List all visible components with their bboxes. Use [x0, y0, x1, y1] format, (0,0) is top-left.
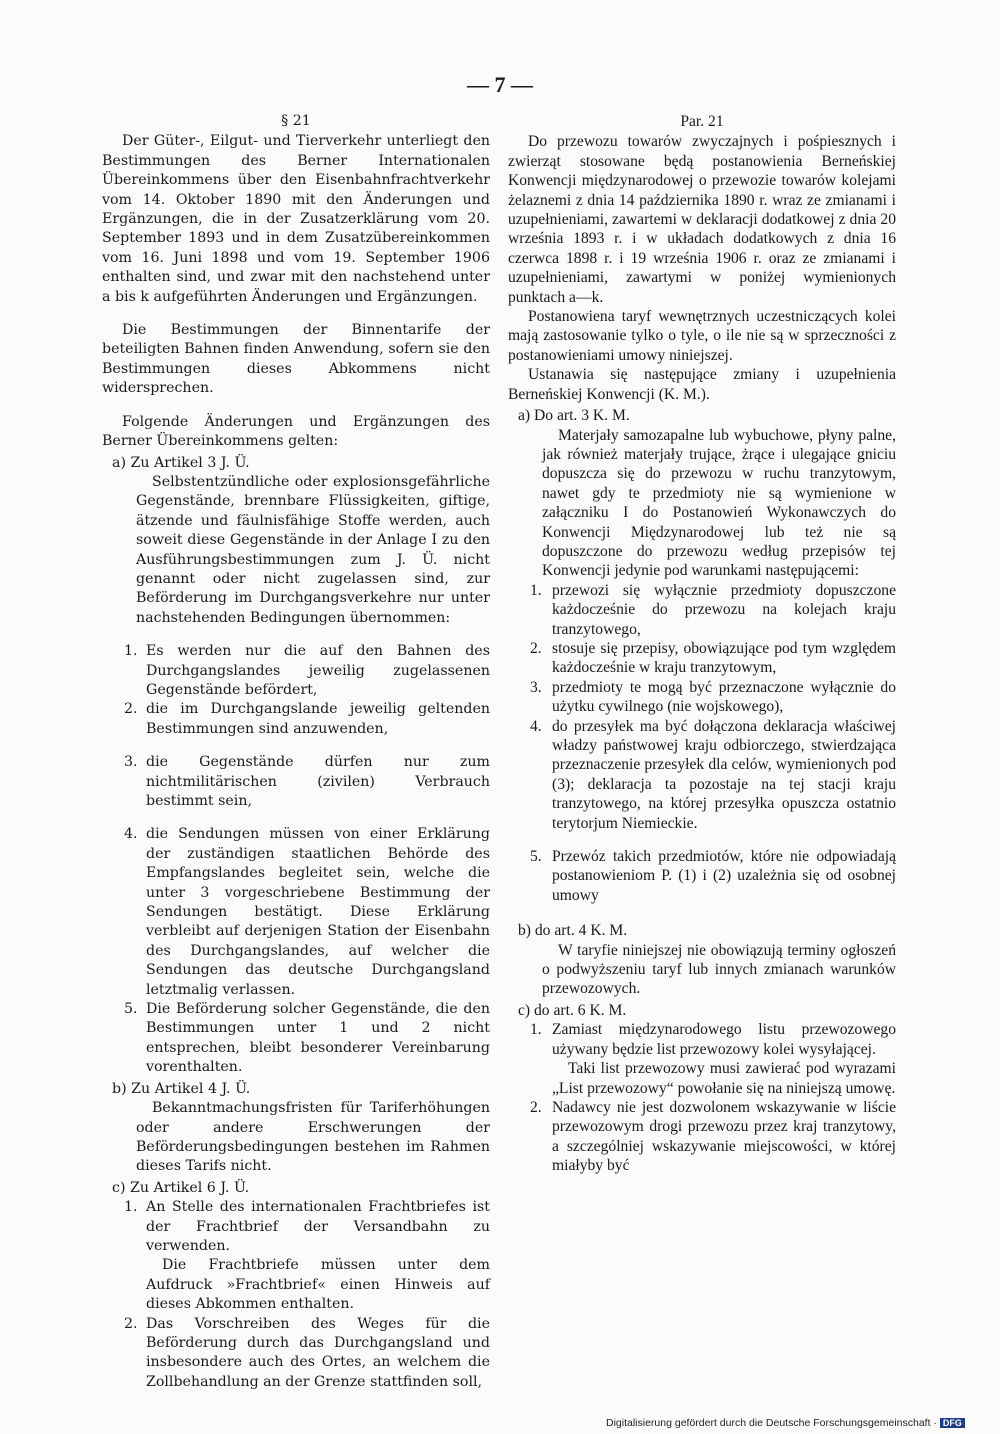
list-item: 4. do przesyłek ma być dołączona deklaracja właściwej władzy państwowej kraju odbiorczego, stwierdzająca przeznaczenie przesyłek dla celów, wymienionych pod (3); deklaracja ta pozostaje na tej stacji kraju tranzytowego, na której przesyłka opuszcza ostatnio terytorjum Niemieckie.: [530, 717, 896, 832]
list-item: 1. przewozi się wyłącznie przedmioty dopuszczone każdocześnie do przewozu na kolejach kraju tranzytowego,: [530, 581, 896, 638]
section-heading: § 21: [281, 113, 311, 129]
list-item: 1. Es werden nur die auf den Bahnen des Durchgangslandes jeweilig zugelassenen Gegenstände befördert,: [124, 643, 490, 698]
subsection-heading: b) do art. 4 K. M.: [518, 922, 628, 940]
paragraph: Folgende Änderungen und Ergänzungen des Berner Übereinkommens gelten:: [102, 413, 490, 450]
list-item: 5. Przewóz takich przedmiotów, które nie odpowiadają postanowieniom P. (1) i (2) uzależnia się od osobnej umowy: [530, 848, 896, 904]
list-item: 4. die Sendungen müssen von einer Erklärung der zuständigen staatlichen Behörde des Empfangslandes begleitet sein, welche die unter 3 vorgeschriebene Bestimmung der Sendungen bestätigt. Diese Erklärung verbleibt auf derjenigen Station der Eisenbahn des Durchgangslandes, auf welcher die Sendungen das deutsche Durchgangsland letztmalig verlassen.: [124, 826, 490, 998]
digitization-footer: [606, 1417, 965, 1429]
list-item: 1. An Stelle des internationalen Frachtbriefes ist der Frachtbrief der Versandbahn zu verwenden.: [124, 1199, 490, 1254]
list-item: 2. die im Durchgangslande jeweilig geltenden Bestimmungen sind anzuwenden,: [124, 701, 490, 737]
paragraph: Do przewozu towarów zwyczajnych i pośpiesznych i zwierząt stosowane będą postanowienia Berneńskiej Konwencji międzynarodowej o przewozie towarów kolejami żelaznemi z dnia 14 października 1890 r. wraz ze zmianami i uzupełnieniami, zawartemi w deklaracji dodatkowej z dnia 20 września 1893 r. i w układach dodatkowych z dnia 16 czerwca 1898 r. i 19 września 1906 r. oraz ze zmianami i uzupełnieniami, zawartymi w poniżej wymienionych punktach a—k.: [508, 133, 896, 306]
list-item-note: Taki list przewozowy musi zawierać pod wyrazami „List przewozowy“ powołanie się na niniejszą umowę.: [552, 1060, 896, 1097]
subsection-heading: a) Zu Artikel 3 J. Ü.: [112, 454, 250, 471]
list-item: 2. Das Vorschreiben des Weges für die Beförderung durch das Durchgangsland und insbesondere auch des Ortes, an welchem die Zollbehandlung an der Grenze stattfinden soll,: [124, 1315, 490, 1390]
subsection-heading: a) Do art. 3 K. M.: [518, 407, 630, 425]
list-item: 5. Die Beförderung solcher Gegenstände, die den Bestimmungen unter 1 und 2 nicht entsprechen, bleibt besonderer Vereinbarung vorenthalten.: [124, 1001, 490, 1076]
paragraph: Der Güter-, Eilgut- und Tierverkehr unterliegt den Bestimmungen des Berner Internationalen Übereinkommens über den Eisenbahnfrachtverkehr vom 14. Oktober 1890 mit den Änderungen und Ergänzungen, die in der Zusatzerklärung vom 20. September 1893 und in dem Zusatzübereinkommen vom 16. Juni 1898 und vom 19. September 1906 enthalten sind, und zwar mit den nachstehend unter a bis k aufgeführten Änderungen und Ergänzungen.: [102, 133, 490, 305]
subsection-heading: b) Zu Artikel 4 J. Ü.: [112, 1080, 251, 1097]
page-number: — 7 —: [467, 72, 533, 97]
list-item: 3. die Gegenstände dürfen nur zum nichtmilitärischen (zivilen) Verbrauch bestimmt sein,: [124, 754, 490, 809]
list-item: 3. przedmioty te mogą być przeznaczone wyłącznie do użytku cywilnego (nie wojskowego),: [530, 678, 896, 716]
subsection-heading: c) do art. 6 K. M.: [518, 1001, 627, 1019]
subsection-body: Bekanntmachungsfristen für Tariferhöhungen oder andere Erschwerungen der Beförderungsbedingungen bestehen im Rahmen dieses Tarifs nicht.: [136, 1100, 490, 1175]
paragraph: Postanowiena taryf wewnętrznych uczestniczących kolei mają zastosowanie tylko o tyle, o ile nie są w sprzeczności z postanowieniami umowy niniejszej.: [508, 308, 896, 364]
paragraph: Die Bestimmungen der Binnentarife der beteiligten Bahnen finden Anwendung, sofern sie den Bestimmungen dieses Abkommens nicht widersprechen.: [102, 322, 490, 397]
german-column: [102, 112, 490, 1392]
list-item: 2. Nadawcy nie jest dozwolonem wskazywanie w liście przewozowym drogi przewozu przez kraj tranzytowy, a szczególniej wskazywanie miejscowości, w której miałyby być: [530, 1098, 896, 1175]
polish-column: [508, 112, 896, 1176]
list-item: 1. Zamiast międzynarodowego listu przewozowego używany będzie list przewozowy kolei wysyłającej.: [530, 1021, 896, 1058]
footer-text: Digitalisierung gefördert durch die Deutsche Forschungsgemeinschaft ·: [606, 1417, 937, 1429]
list-item-note: Die Frachtbriefe müssen unter dem Aufdruck »Frachtbrief« einen Hinweis auf dieses Abkommen enthalten.: [146, 1257, 490, 1313]
paragraph: Ustanawia się następujące zmiany i uzupełnienia Berneńskiej Konwencji (K. M.).: [508, 366, 896, 403]
subsection-heading: c) Zu Artikel 6 J. Ü.: [112, 1179, 250, 1196]
subsection-body: Materjały samozapalne lub wybuchowe, płyny palne, jak również materjały trujące, żrące i ulegające gniciu dopuszcza się do przewozu w ruchu tranzytowym, nawet gdy te przedmioty nie są wymienione w załączniku I do Postanowień Wykonawczych do Konwencji Międzynarodowej lub też nie są dopuszczone do przewozu według przepisów tej Konwencji jedynie pod warunkami następującemi:: [542, 426, 896, 580]
subsection-body: Selbstentzündliche oder explosionsgefährliche Gegenstände, brennbare Flüssigkeiten, giftige, ätzende und fäulnisfähige Stoffe werden, auch soweit diese Gegenstände in der Anlage I zu den Ausführungsbestimmungen zum J. Ü. nicht genannt oder nicht zugelassen sind, zur Beförderung im Durchgangsverkehre nur unter nachstehenden Bedingungen übernommen:: [136, 473, 490, 626]
section-heading: Par. 21: [680, 113, 724, 130]
dfg-logo: DFG: [940, 1418, 965, 1428]
list-item: 2. stosuje się przepisy, obowiązujące pod tym względem każdocześnie w kraju tranzytowym,: [530, 639, 896, 677]
subsection-body: W taryfie niniejszej nie obowiązują terminy ogłoszeń o podwyższeniu taryf lub innych zmianach warunków przewozowych.: [542, 941, 896, 998]
